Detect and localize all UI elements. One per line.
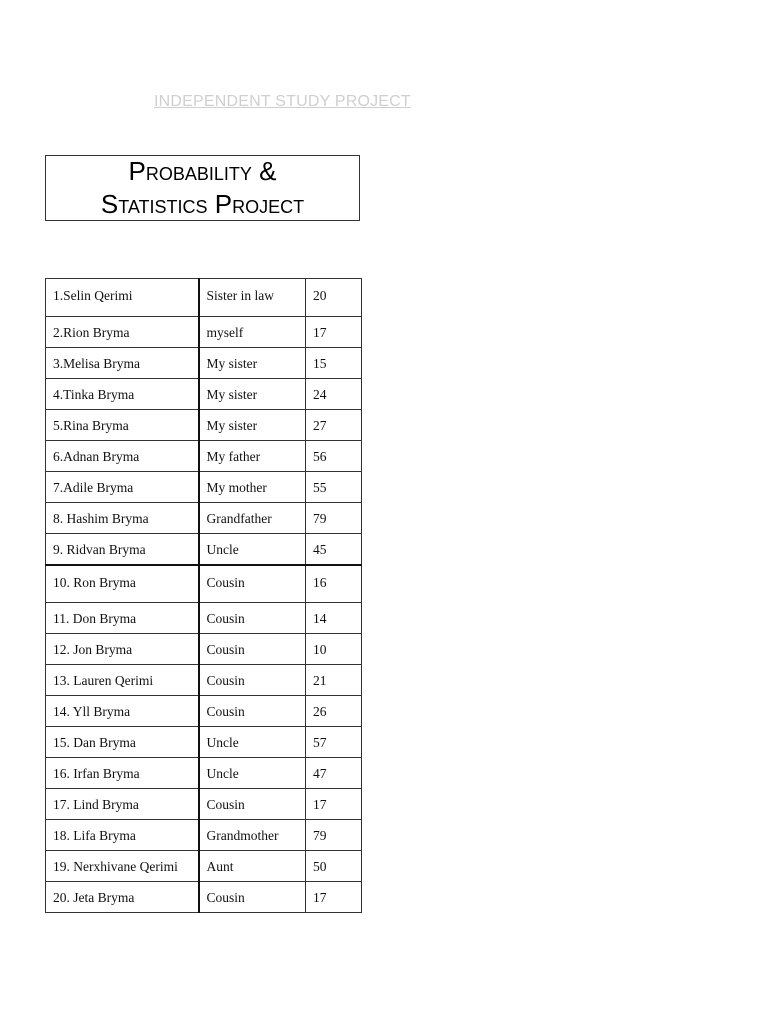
table-row xyxy=(46,503,362,534)
table-row xyxy=(46,758,362,789)
name-cell: 14. Yll Bryma xyxy=(46,696,199,727)
age-cell: 26 xyxy=(306,696,362,727)
table-row xyxy=(46,851,362,882)
table-row xyxy=(46,820,362,851)
relation-cell: Cousin xyxy=(199,565,306,603)
table-row xyxy=(46,696,362,727)
table-row xyxy=(46,665,362,696)
age-cell: 79 xyxy=(306,503,362,534)
name-cell: 10. Ron Bryma xyxy=(46,565,199,603)
age-cell: 16 xyxy=(306,565,362,603)
name-cell: 4.Tinka Bryma xyxy=(46,379,199,410)
relation-cell: Cousin xyxy=(199,665,306,696)
table-row xyxy=(46,317,362,348)
age-cell: 10 xyxy=(306,634,362,665)
relation-cell: Cousin xyxy=(199,882,306,913)
name-cell: 6.Adnan Bryma xyxy=(46,441,199,472)
header-link[interactable]: INDEPENDENT STUDY PROJECT xyxy=(154,93,411,110)
age-cell: 47 xyxy=(306,758,362,789)
relation-cell: Cousin xyxy=(199,603,306,634)
name-cell: 13. Lauren Qerimi xyxy=(46,665,199,696)
name-cell: 19. Nerxhivane Qerimi xyxy=(46,851,199,882)
age-cell: 17 xyxy=(306,789,362,820)
table-row xyxy=(46,882,362,913)
name-cell: 2.Rion Bryma xyxy=(46,317,199,348)
table-row xyxy=(46,727,362,758)
age-cell: 45 xyxy=(306,534,362,565)
title-line-1: Probability & xyxy=(128,156,277,186)
relation-cell: Uncle xyxy=(199,534,306,565)
table-row xyxy=(46,410,362,441)
age-cell: 17 xyxy=(306,317,362,348)
relation-cell: Sister in law xyxy=(199,279,306,317)
relation-cell: My father xyxy=(199,441,306,472)
relation-cell: Grandmother xyxy=(199,820,306,851)
table-row xyxy=(46,789,362,820)
age-cell: 20 xyxy=(306,279,362,317)
name-cell: 16. Irfan Bryma xyxy=(46,758,199,789)
table-row xyxy=(46,379,362,410)
name-cell: 8. Hashim Bryma xyxy=(46,503,199,534)
relation-cell: My sister xyxy=(199,379,306,410)
family-table xyxy=(45,278,362,913)
table-row xyxy=(46,534,362,565)
age-cell: 15 xyxy=(306,348,362,379)
age-cell: 24 xyxy=(306,379,362,410)
relation-cell: Aunt xyxy=(199,851,306,882)
age-cell: 55 xyxy=(306,472,362,503)
name-cell: 12. Jon Bryma xyxy=(46,634,199,665)
name-cell: 20. Jeta Bryma xyxy=(46,882,199,913)
name-cell: 7.Adile Bryma xyxy=(46,472,199,503)
age-cell: 57 xyxy=(306,727,362,758)
name-cell: 15. Dan Bryma xyxy=(46,727,199,758)
name-cell: 9. Ridvan Bryma xyxy=(46,534,199,565)
age-cell: 79 xyxy=(306,820,362,851)
name-cell: 17. Lind Bryma xyxy=(46,789,199,820)
relation-cell: Grandfather xyxy=(199,503,306,534)
relation-cell: My sister xyxy=(199,410,306,441)
relation-cell: myself xyxy=(199,317,306,348)
table-row xyxy=(46,565,362,603)
age-cell: 17 xyxy=(306,882,362,913)
table-row xyxy=(46,603,362,634)
relation-cell: Cousin xyxy=(199,789,306,820)
name-cell: 1.Selin Qerimi xyxy=(46,279,199,317)
table-row xyxy=(46,279,362,317)
table-row xyxy=(46,441,362,472)
age-cell: 56 xyxy=(306,441,362,472)
relation-cell: Uncle xyxy=(199,727,306,758)
name-cell: 11. Don Bryma xyxy=(46,603,199,634)
age-cell: 21 xyxy=(306,665,362,696)
relation-cell: My mother xyxy=(199,472,306,503)
table-row xyxy=(46,634,362,665)
age-cell: 14 xyxy=(306,603,362,634)
relation-cell: Cousin xyxy=(199,634,306,665)
title-line-2: Statistics Project xyxy=(100,189,305,219)
name-cell: 3.Melisa Bryma xyxy=(46,348,199,379)
title-box xyxy=(45,155,360,221)
age-cell: 27 xyxy=(306,410,362,441)
name-cell: 5.Rina Bryma xyxy=(46,410,199,441)
relation-cell: Cousin xyxy=(199,696,306,727)
age-cell: 50 xyxy=(306,851,362,882)
relation-cell: My sister xyxy=(199,348,306,379)
relation-cell: Uncle xyxy=(199,758,306,789)
table-row xyxy=(46,472,362,503)
name-cell: 18. Lifa Bryma xyxy=(46,820,199,851)
table-row xyxy=(46,348,362,379)
